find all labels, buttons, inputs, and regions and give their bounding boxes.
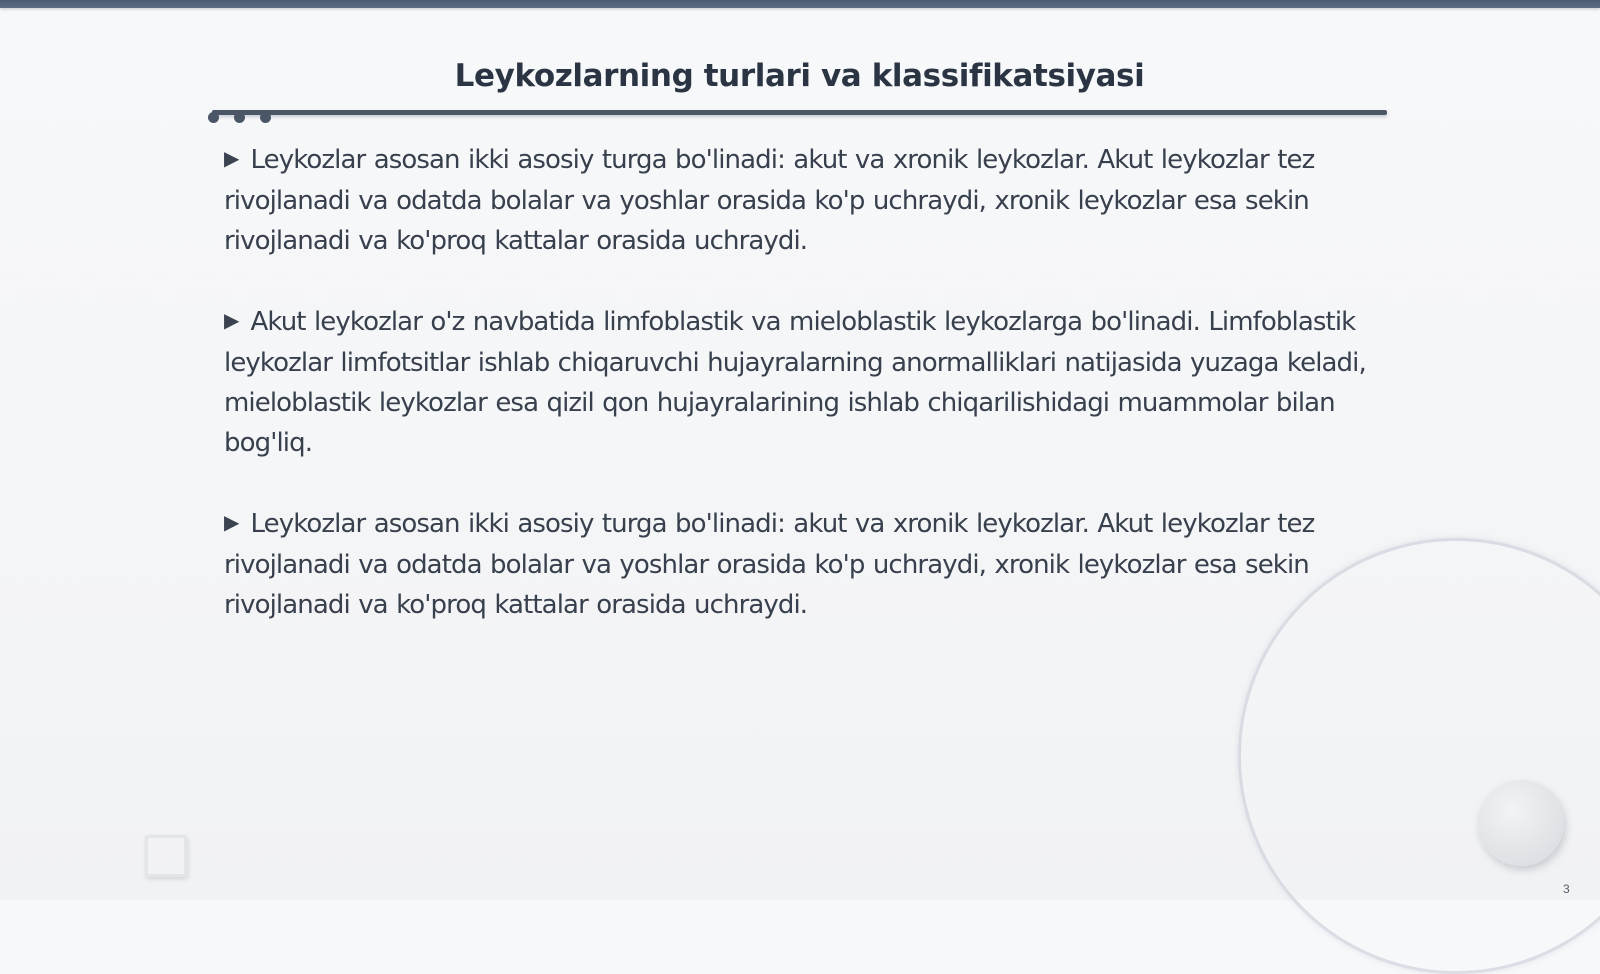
decorative-square [145,835,187,877]
bullet-text: Akut leykozlar o'z navbatida limfoblastik va mieloblastik leykozlarga bo'linadi. Limfoblastik leykozlar limfotsitlar ishlab chiqaruvchi hujayralarning anormalliklari natijasida yuzaga keladi, mieloblastik leykozlar esa qizil qon hujayralarining ishlab chiqarilishidagi muammolar bilan bog'liq. [224,307,1366,458]
bullet-text: Leykozlar asosan ikki asosiy turga bo'linadi: akut va xronik leykozlar. Akut leykozlar tez rivojlanadi va odatda bolalar va yoshlar orasida ko'p uchraydi, xronik leykozlar esa sekin rivojlanadi va ko'proq kattalar orasida uchraydi. [224,509,1315,620]
bullet-item-2 [224,302,1390,463]
bullet-item-1 [224,140,1390,261]
bullet-arrow-icon: ▶ [224,146,239,170]
top-accent-bar [0,0,1600,8]
bullet-text: Leykozlar asosan ikki asosiy turga bo'linadi: akut va xronik leykozlar. Akut leykozlar tez rivojlanadi va odatda bolalar va yoshlar orasida ko'p uchraydi, xronik leykozlar esa sekin rivojlanadi va ko'proq kattalar orasida uchraydi. [224,145,1315,256]
bullet-arrow-icon: ▶ [224,510,239,534]
decorative-dot-2 [234,112,245,123]
title-underline [212,110,1387,115]
slide-content [224,140,1390,666]
decorative-dot-3 [260,112,271,123]
bullet-arrow-icon: ▶ [224,308,239,332]
bullet-item-3 [224,504,1390,625]
decorative-dot-1 [208,112,219,123]
decorative-disc [1478,780,1564,866]
page-number: 3 [1563,882,1570,896]
slide-title: Leykozlarning turlari va klassifikatsiyasi [454,58,1145,94]
